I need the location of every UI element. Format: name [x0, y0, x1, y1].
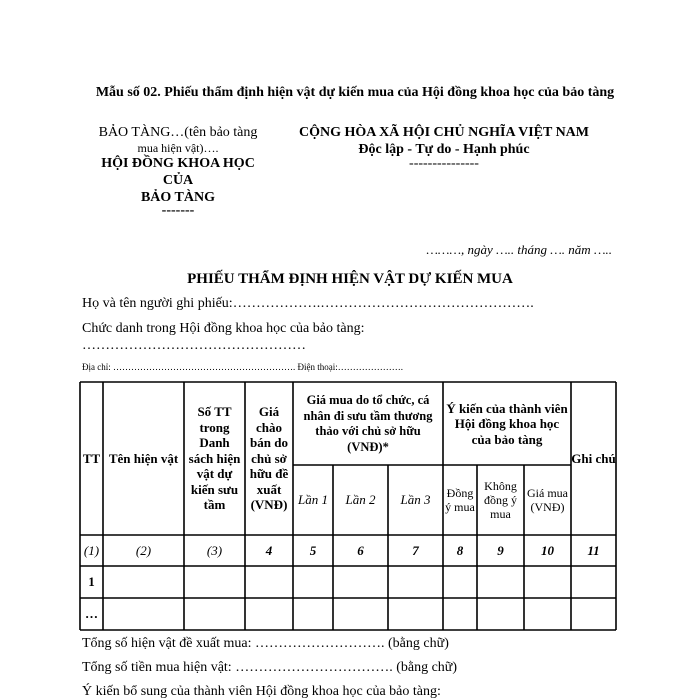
- col-number: 5: [309, 542, 317, 558]
- recorder-name-field: Họ và tên người ghi phiếu:……………….……………………………………….: [82, 296, 534, 311]
- col-number: 10: [541, 542, 554, 558]
- right-header-rule: ---------------: [409, 156, 479, 171]
- header-lan-2: Lần 2: [345, 492, 376, 508]
- extra-opinion-line: Ý kiến bổ sung của thành viên Hội đồng khoa học của bảo tàng:: [82, 684, 441, 699]
- national-header: [284, 124, 604, 170]
- museum-name-line: BẢO TÀNG…(tên bảo tàng: [98, 125, 258, 140]
- main-title: PHIẾU THẨM ĐỊNH HIỆN VẬT DỰ KIẾN MUA: [187, 271, 513, 287]
- header-item-name: Tên hiện vật: [108, 450, 179, 466]
- header-agree: Đồng ý mua: [445, 486, 475, 514]
- col-number: 9: [497, 542, 504, 558]
- col-number: (1): [83, 542, 100, 558]
- national-motto: Độc lập - Tự do - Hạnh phúc: [358, 142, 530, 157]
- council-name-line-3: BẢO TÀNG: [140, 190, 216, 205]
- left-header-rule: -------: [161, 203, 195, 218]
- header-list-order: Số TT trong Danh sách hiện vật dự kiến sưu tầm: [188, 404, 241, 513]
- header-tt: TT: [82, 450, 101, 466]
- council-name-line-2: CỦA: [162, 173, 194, 188]
- col-number: (2): [135, 542, 152, 558]
- col-number: 11: [587, 542, 600, 558]
- council-name-line-1: HỘI ĐỒNG KHOA HỌC: [101, 156, 255, 171]
- council-position-dots: …………………………………………: [82, 338, 306, 353]
- table-row-1-tt: 1: [88, 574, 95, 590]
- country-name: CỘNG HÒA XÃ HỘI CHỦ NGHĨA VIỆT NAM: [298, 125, 589, 140]
- header-council-opinion: Ý kiến của thành viên Hội đồng khoa học của bảo tàng: [446, 400, 568, 447]
- museum-header: [88, 124, 268, 216]
- museum-name-line-2: mua hiện vật)….: [137, 141, 219, 155]
- total-money-line: Tổng số tiền mua hiện vật: ……………………………. (bằng chữ): [82, 660, 458, 675]
- col-number: 8: [456, 542, 464, 558]
- header-disagree: Không đồng ý mua: [484, 479, 517, 521]
- col-number: 4: [265, 542, 273, 558]
- header-purchase-price: Giá mua (VNĐ): [527, 486, 568, 514]
- header-note: Ghi chú: [571, 450, 616, 466]
- council-position-field: Chức danh trong Hội đồng khoa học của bảo tàng:: [82, 321, 365, 336]
- table-row-2-tt: …: [85, 606, 98, 622]
- date-line: ………, ngày ….. tháng …. năm …..: [426, 242, 612, 257]
- header-lan-1: Lần 1: [298, 492, 328, 508]
- header-lan-3: Lần 3: [400, 492, 431, 508]
- col-number: 7: [412, 542, 419, 558]
- total-items-line: Tổng số hiện vật đề xuất mua: ………………………. (bằng chữ): [82, 636, 449, 651]
- header-negotiated-price: Giá mua do tổ chức, cá nhân đi sưu tầm thương thảo với chủ sở hữu (VNĐ)*: [303, 393, 433, 454]
- col-number: (3): [206, 542, 223, 558]
- address-phone-field: Địa chỉ: ……………………………………………………. Điện thoại:………………….: [82, 362, 403, 372]
- header-offer-price: Giá chào bán do chủ sở hữu đề xuất (VNĐ): [249, 404, 289, 513]
- col-number: 6: [357, 542, 364, 558]
- form-title: Mẫu số 02. Phiếu thẩm định hiện vật dự kiến mua của Hội đồng khoa học của bảo tàng: [95, 85, 615, 100]
